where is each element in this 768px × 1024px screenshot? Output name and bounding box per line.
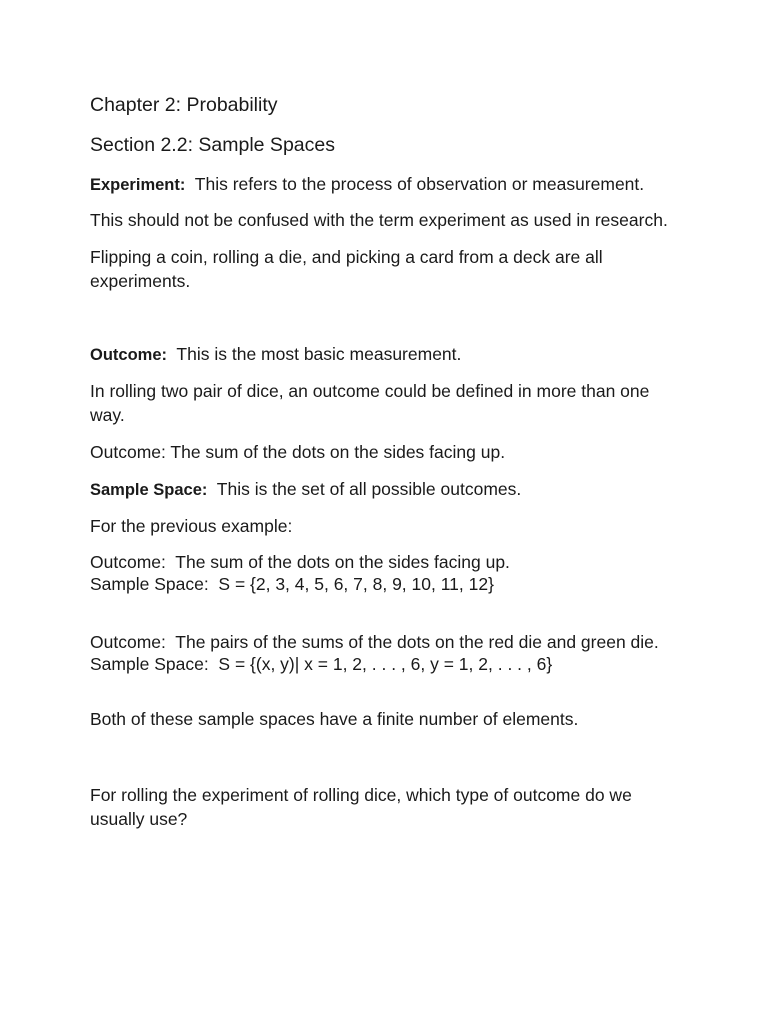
experiment-definition bbox=[90, 172, 700, 197]
example2-outcome: Outcome: The pairs of the sums of the dots on the red die and green die. bbox=[90, 632, 659, 652]
previous-example-text: For the previous example: bbox=[90, 516, 293, 536]
outcome-dice-text: In rolling two pair of dice, an outcome could be defined in more than one way. bbox=[90, 381, 650, 425]
sample-space-definition bbox=[90, 477, 700, 502]
section-title: Section 2.2: Sample Spaces bbox=[90, 134, 335, 156]
experiment-def-text: This refers to the process of observation or measurement. bbox=[185, 174, 645, 194]
outcome-term: Outcome: bbox=[90, 346, 168, 364]
chapter-title: Chapter 2: Probability bbox=[90, 94, 278, 116]
outcome-def-text: This is the most basic measurement. bbox=[167, 344, 462, 364]
example1-outcome: Outcome: The sum of the dots on the sides facing up. bbox=[90, 552, 510, 572]
outcome-definition bbox=[90, 342, 700, 367]
finite-note: Both of these sample spaces have a finite number of elements. bbox=[90, 709, 579, 729]
outcome-sum-text: Outcome: The sum of the dots on the sides facing up. bbox=[90, 442, 506, 462]
experiment-term: Experiment: bbox=[90, 176, 186, 194]
sample-space-def-text: This is the set of all possible outcomes. bbox=[207, 479, 522, 499]
example1-sample-space: Sample Space: S = {2, 3, 4, 5, 6, 7, 8, 9, 10, 11, 12} bbox=[90, 574, 494, 594]
example2-sample-space: Sample Space: S = {(x, y)| x = 1, 2, . . . , 6, y = 1, 2, . . . , 6} bbox=[90, 654, 553, 674]
question-text: For rolling the experiment of rolling dice, which type of outcome do we usually use? bbox=[90, 785, 632, 829]
experiment-examples: Flipping a coin, rolling a die, and picking a card from a deck are all experiments. bbox=[90, 247, 603, 291]
experiment-note: This should not be confused with the term experiment as used in research. bbox=[90, 210, 668, 230]
sample-space-term: Sample Space: bbox=[90, 481, 208, 499]
